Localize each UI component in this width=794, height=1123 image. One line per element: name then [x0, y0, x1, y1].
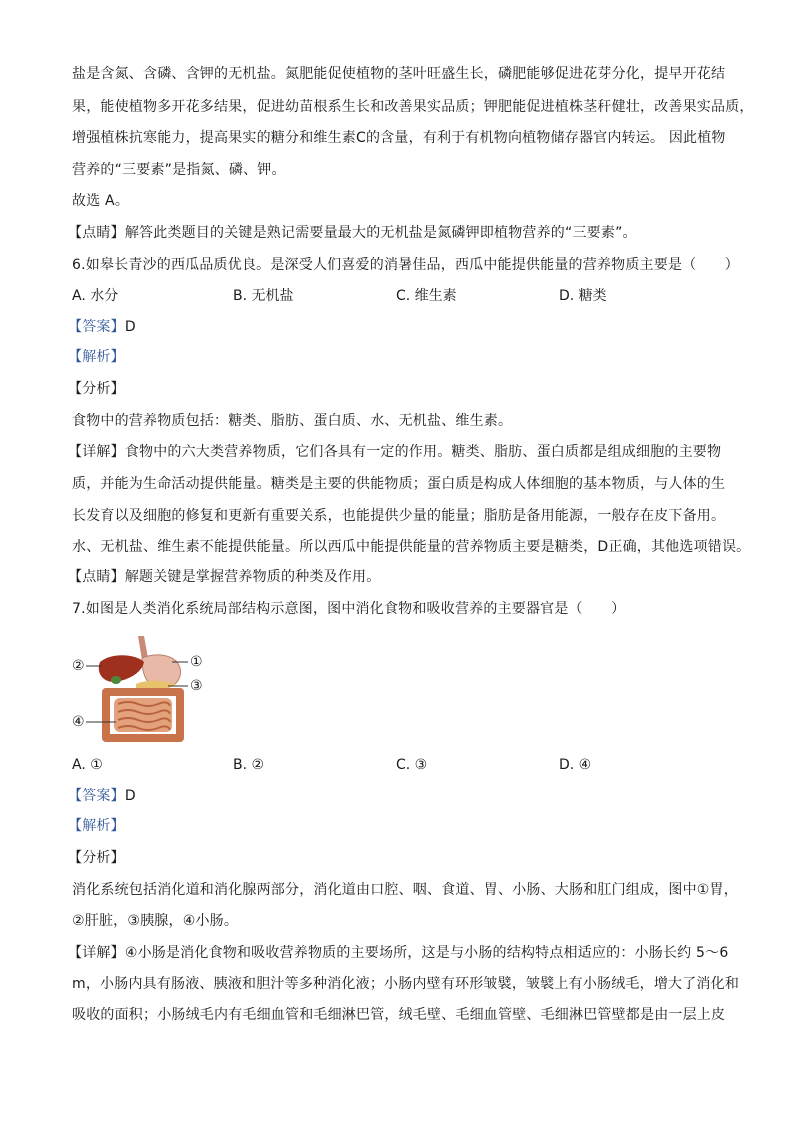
figure-label-2: ② — [72, 658, 85, 674]
q7-answer-line — [68, 786, 136, 806]
answer-value: D — [124, 788, 136, 804]
gallbladder-shape — [111, 676, 121, 684]
q6-option-c: C. 维生素 — [396, 288, 457, 304]
detail-line — [68, 442, 721, 462]
liver-shape — [99, 655, 144, 682]
paragraph-line: 质，并能为生命活动提供能量。糖类是主要的供能物质；蛋白质是构成人体细胞的基本物质，与人体的生 — [72, 476, 726, 492]
answer-tag: 【答案】 — [68, 319, 125, 335]
paragraph-line: 长发育以及细胞的修复和更新有重要关系，也能提供少量的能量；脂肪是备用能源，一般存在皮下备用。 — [72, 508, 726, 524]
paragraph-line: 消化系统包括消化道和消化腺两部分，消化道由口腔、咽、食道、胃、小肠、大肠和肛门组成，图中①胃， — [72, 882, 738, 898]
paragraph-line: 吸收的面积；小肠绒毛内有毛细血管和毛细淋巴管，绒毛壁、毛细血管壁、毛细淋巴管壁都是由一层上皮 — [72, 1007, 726, 1023]
detail-text: 食物中的六大类营养物质，它们各具有一定的作用。糖类、脂肪、蛋白质都是组成细胞的主要物 — [124, 444, 722, 460]
question-6-stem: 6.如皋长青沙的西瓜品质优良。是深受人们喜爱的消暑佳品，西瓜中能提供能量的营养物质主要是（ ） — [72, 257, 739, 273]
paragraph-line: 果，能使植物多开花多结果，促进幼苗根系生长和改善果实品质；钾肥能促进植株茎秆健壮，改善果实品质， — [72, 99, 754, 115]
paragraph-line: 营养的“三要素”是指氮、磷、钾。 — [72, 162, 286, 178]
q6-option-d: D. 糖类 — [559, 288, 607, 304]
detail-tag: 【详解】 — [68, 945, 125, 961]
detail-tag: 【详解】 — [68, 444, 125, 460]
q7-option-a: A. ① — [72, 757, 103, 773]
tip-text: 解答此类题目的关键是熟记需要量最大的无机盐是氮磷钾即植物营养的“三要素”。 — [124, 225, 637, 241]
analysis-tag: 【解析】 — [68, 818, 125, 834]
answer-tag: 【答案】 — [68, 788, 125, 804]
q7-option-b: B. ② — [233, 757, 265, 773]
fenxi-tag: 【分析】 — [68, 381, 125, 397]
tip-line — [68, 223, 637, 243]
q7-option-c: C. ③ — [396, 757, 428, 773]
tip-tag: 【点睛】 — [68, 225, 125, 241]
tip-line — [68, 567, 380, 587]
paragraph-line: 水、无机盐、维生素不能提供能量。所以西瓜中能提供能量的营养物质主要是糖类，D正确，其他选项错误。 — [72, 539, 751, 555]
paragraph-line: ②肝脏，③胰腺，④小肠。 — [72, 913, 239, 929]
figure-label-1: ① — [190, 654, 203, 670]
tip-text: 解题关键是掌握营养物质的种类及作用。 — [124, 569, 381, 585]
detail-text: ④小肠是消化食物和吸收营养物质的主要场所，这是与小肠的结构特点相适应的：小肠长约 5～6 — [124, 945, 729, 961]
q6-option-b: B. 无机盐 — [233, 288, 294, 304]
paragraph-line: 盐是含氮、含磷、含钾的无机盐。氮肥能促使植物的茎叶旺盛生长，磷肥能够促进花芽分化，提早开花结 — [72, 66, 726, 82]
figure-label-3: ③ — [190, 678, 203, 694]
fenxi-tag: 【分析】 — [68, 850, 125, 866]
paragraph-line: 增强植株抗寒能力，提高果实的糖分和维生素C的含量，有利于有机物向植物储存器官内转运。 因此植物 — [72, 130, 726, 146]
paragraph-line: 故选 A。 — [72, 193, 130, 209]
fenxi-text: 食物中的营养物质包括：糖类、脂肪、蛋白质、水、无机盐、维生素。 — [72, 413, 513, 429]
figure-label-4: ④ — [72, 714, 85, 730]
q6-option-a: A. 水分 — [72, 288, 119, 304]
detail-line — [68, 943, 728, 963]
q6-answer-line — [68, 317, 136, 337]
q7-option-d: D. ④ — [559, 757, 592, 773]
digestive-system-figure — [72, 632, 212, 744]
tip-tag: 【点睛】 — [68, 569, 125, 585]
question-7-stem: 7.如图是人类消化系统局部结构示意图，图中消化食物和吸收营养的主要器官是（ ） — [72, 601, 626, 617]
answer-value: D — [124, 319, 136, 335]
paragraph-line: m，小肠内具有肠液、胰液和胆汁等多种消化液；小肠内壁有环形皱襞，皱襞上有小肠绒毛，增大了消化和 — [72, 976, 740, 992]
analysis-tag: 【解析】 — [68, 349, 125, 365]
